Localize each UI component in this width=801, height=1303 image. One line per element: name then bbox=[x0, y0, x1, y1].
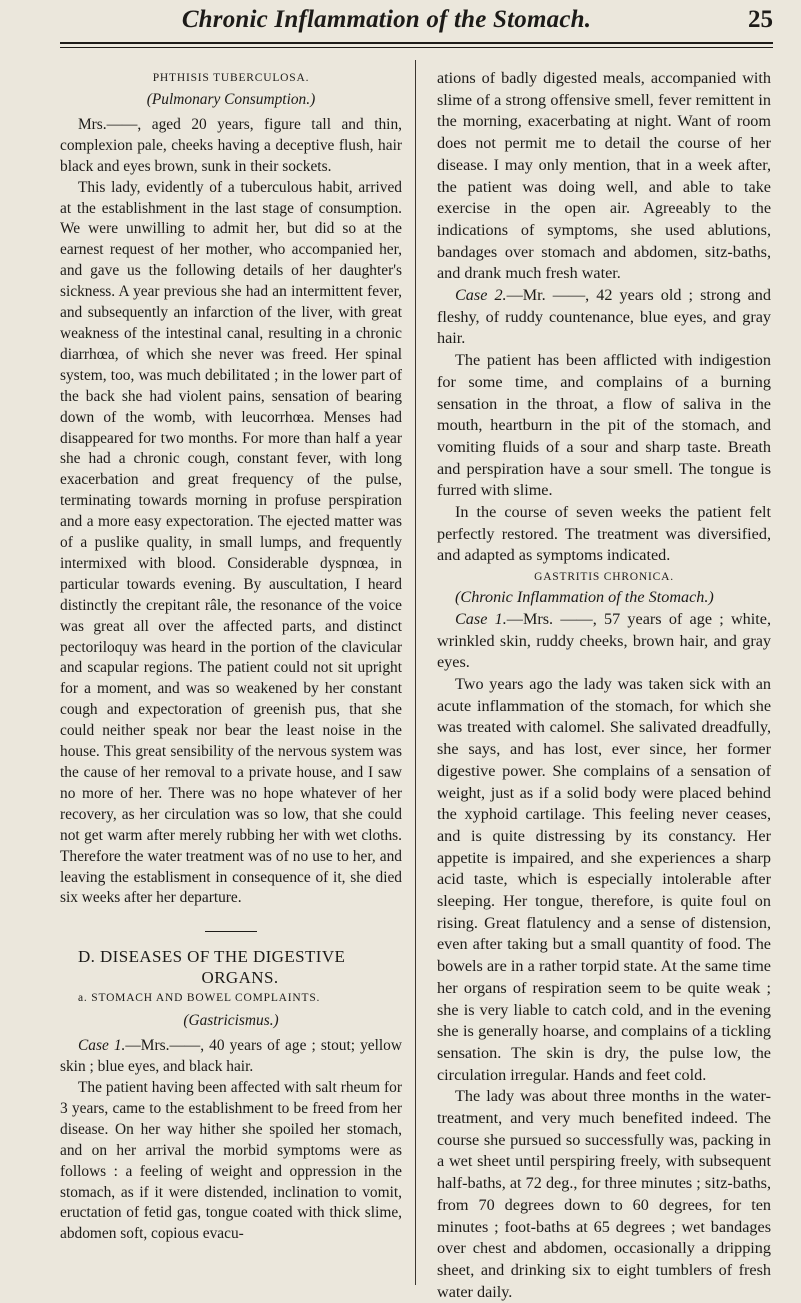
header-rule-thick bbox=[60, 42, 773, 44]
case-intro-text: —Mrs. ——, 57 years of age ; white, wrinkled skin, ruddy cheeks, brown hair, and gray eyes. bbox=[437, 609, 771, 672]
paragraph: Two years ago the lady was taken sick with an acute inflammation of the stomach, for which she was treated with calomel. She salivated dreadfully, she says, and has lost, ever since, her former digestive power. She complains of a sensation of weight, just as if a solid body were placed behind the xyphoid cartilage. This feeling never ceases, and is quite distressing by its constancy. Her appetite is impaired, and she experiences a sharp acid taste, which is especially intolerable after sleeping. Her tongue, therefore, is quite foul on rising. Great flatulency and a sense of distension, even after taking but a small quantity of food. The bowels are in a rather torpid state. At the same time her organs of respiration seem to be quite weak ; she is very liable to catch cold, and in the evening she is generally hoarse, and complains of a tickling sensation. The skin is dry, the pulse low, the circulation irregular. Hands and feet cold. bbox=[437, 674, 771, 1084]
right-column bbox=[437, 68, 771, 1303]
case-label: Case 1. bbox=[455, 609, 507, 628]
case-intro-text: —Mr. ——, 42 years old ; strong and fleshy, of ruddy countenance, blue eyes, and gray hair. bbox=[437, 286, 771, 348]
section-heading-cont: ORGANS. bbox=[201, 968, 279, 988]
left-column bbox=[60, 68, 402, 1245]
page-number: 25 bbox=[748, 6, 773, 33]
header-rule-thin bbox=[60, 47, 773, 48]
subsection-heading: a. STOMACH AND BOWEL COMPLAINTS. bbox=[78, 992, 321, 1005]
case-intro-text: —Mrs.——, 40 years of age ; stout; yellow skin ; blue eyes, and black hair. bbox=[60, 1037, 402, 1076]
page-header bbox=[60, 6, 773, 42]
paragraph: The patient has been afflicted with indigestion for some time, and complains of a burning sensation in the throat, a flow of saliva in the mouth, heartburn in the pit of the stomach, and vomiting fluids of a sour and sharp taste. Breath and perspiration have a sour smell. The tongue is furred with slime. bbox=[437, 351, 771, 500]
paragraph: The lady was about three months in the water-treatment, and very much benefited indeed. The course she pursued so successfully was, packing in a wet sheet until perspiring freely, with subsequent half-baths, at 72 deg., for three minutes ; sitz-baths, from 70 degrees down to 60 degrees, for ten minutes ; foot-baths at 65 degrees ; wet bandages over chest and abdomen, occasionally a dripping sheet, and drinking six to eight tumblers of fresh water daily. bbox=[437, 1087, 771, 1301]
paragraph: In the course of seven weeks the patient felt perfectly restored. The treatment was diversified, and adapted as symptoms indicated. bbox=[437, 503, 771, 565]
case-intro bbox=[60, 1036, 402, 1078]
case-label: Case 2. bbox=[455, 286, 507, 305]
heading-gastritis: GASTRITIS CHRONICA. bbox=[534, 571, 674, 584]
paragraph: The patient having been affected with salt rheum for 3 years, came to the establishment to be freed from her disease. On her way hither she spoiled her stomach, and on her arrival the morbid symptoms were as follows : a feeling of weight and oppression in the stomach, as if it were distended, inclination to vomit, eructation of fetid gas, tongue coated with thick slime, abdomen soft, copious evacu- bbox=[60, 1078, 402, 1243]
running-title: Chronic Inflammation of the Stomach. bbox=[181, 6, 592, 33]
case-intro bbox=[437, 609, 771, 674]
case-intro bbox=[437, 285, 771, 350]
heading-phthisis: PHTHISIS TUBERCULOSA. bbox=[152, 72, 310, 84]
paragraph: This lady, evidently of a tuberculous habit, arrived at the establishment in the last stage of consumption. We were unwilling to admit her, but did so at the earnest request of her mother, who accompanied her, and gave us the following details of her daughter's sickness. A year previous she had an intermittent fever, and subsequently an infarction of the liver, with great weakness of the intestinal canal, resulting in a chronic diarrhœa, of which she never was freed. Her spinal system, too, was much debilitated ; in the lower part of the back she had violent pains, sensation of bearing down of the womb, with leucorrhœa. Menses had disappeared for two months. For more than half a year she had a chronic cough, constant fever, with long exacerbation and great frequency of the pulse, terminating towards morning in profuse perspiration and a more easy expectoration. The ejected matter was of a puslike quality, in small lumps, and frequently intermixed with blood. Considerable dyspnœa, in particular towards evening. By auscultation, I heard distinctly the crepitant râle, the resonance of the voice was great all over the affected parts, and distinct pectoriloquy was heard in the portion of the clavicular and scapular regions. The patient could not sit upright for a moment, and was so weakened by her constant cough and expectoration of greenish pus, that she could neither speak nor bear the least noise in the house. This great sensibility of the nervous system was the cause of her removal to a private house, and I saw no more of her. There was no hope whatever of her recovery, as her circulation was so low, that she could not get warm after merely rubbing her with wet cloths. Therefore the water treatment was of no use to her, and leaving the establisment in consequence of it, she died six weeks after her departure. bbox=[60, 178, 402, 907]
section-divider bbox=[205, 931, 257, 932]
column-divider bbox=[415, 60, 416, 1285]
heading-gastricismus: (Gastricismus.) bbox=[183, 1012, 279, 1030]
paragraph-continued: ations of badly digested meals, accompanied with slime of a strong offensive smell, fever remittent in the morning, exacerbating at night. Want of room does not permit me to detail the course of her disease. I may only mention, that in a week after, the patient was doing well, and able to take exercise in the open air. Agreeably to the indications of symptoms, she used ablutions, bandages over stomach and abdomen, sitz-baths, and drank much fresh water. bbox=[437, 69, 771, 283]
heading-gastritis-sub: (Chronic Inflammation of the Stomach.) bbox=[455, 588, 714, 607]
section-heading: D. DISEASES OF THE DIGESTIVE bbox=[78, 947, 346, 967]
heading-phthisis-sub: (Pulmonary Consumption.) bbox=[146, 91, 316, 108]
paragraph: Mrs.——, aged 20 years, figure tall and thin, complexion pale, cheeks having a deceptive flush, hair black and eyes brown, sunk in their sockets. bbox=[60, 115, 402, 175]
case-label: Case 1. bbox=[78, 1037, 126, 1055]
